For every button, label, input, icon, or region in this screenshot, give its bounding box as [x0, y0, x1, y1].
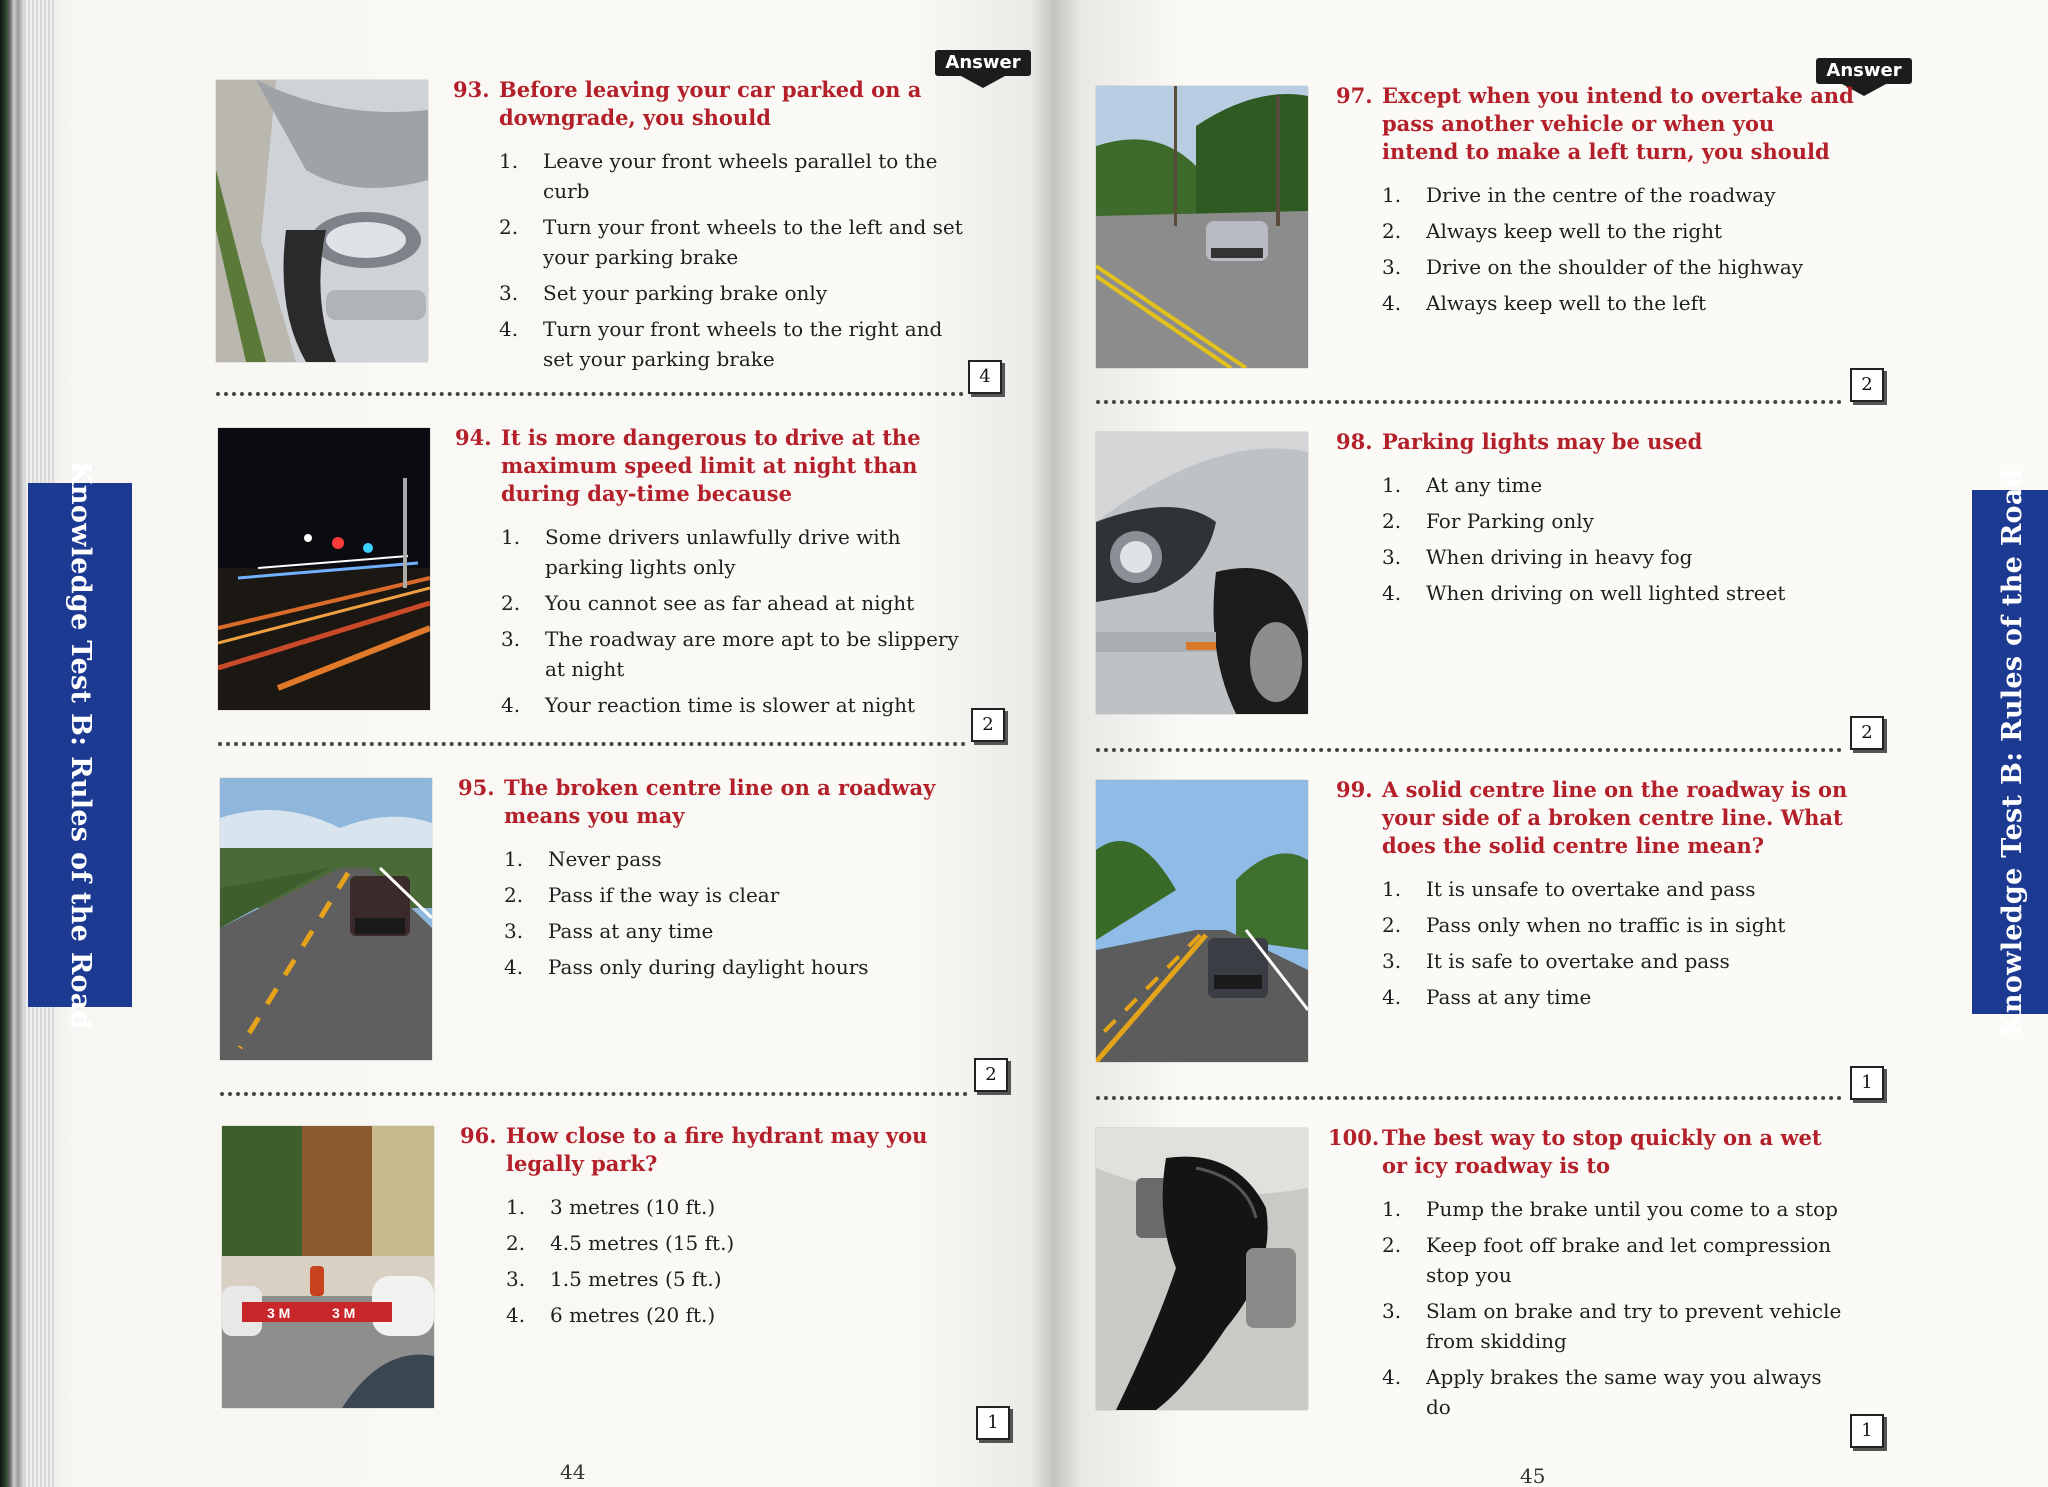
answer-box-96: 1: [976, 1406, 1010, 1440]
spine-tab-label: Knowledge Test B: Rules of the Road: [64, 460, 96, 1030]
option: [504, 952, 978, 982]
question-text: Before leaving your car parked on a downgrade, you should: [499, 77, 922, 130]
page-number-left: 44: [560, 1460, 586, 1484]
question-number: 100.: [1328, 1125, 1380, 1150]
option-number: 1.: [504, 847, 524, 871]
option-number: 2.: [1382, 509, 1402, 533]
answer-box-97: 2: [1850, 368, 1884, 402]
dotted-divider: [1096, 1096, 1842, 1100]
option-text: 1.5 metres (5 ft.): [550, 1267, 722, 1291]
option-text: Slam on brake and try to prevent vehicle from skidding: [1426, 1299, 1842, 1353]
option-text: Set your parking brake only: [543, 281, 828, 305]
option: [501, 690, 975, 720]
question-95: [458, 774, 978, 988]
answer-box-98: 2: [1850, 716, 1884, 750]
option-text: Pass at any time: [548, 919, 714, 943]
option: [499, 314, 973, 374]
option: [506, 1192, 980, 1222]
photo-highway-car: [1096, 86, 1308, 368]
option: [499, 146, 973, 206]
option: [504, 916, 978, 946]
option: [1382, 470, 1856, 500]
question-97: [1336, 82, 1856, 324]
option-text: Pass at any time: [1426, 985, 1592, 1009]
option-text: Some drivers unlawfully drive with parking lights only: [545, 525, 901, 579]
question-number: 97.: [1336, 83, 1373, 108]
option: [504, 880, 978, 910]
question-number: 95.: [458, 775, 495, 800]
option-text: 3 metres (10 ft.): [550, 1195, 716, 1219]
option-number: 3.: [1382, 1299, 1402, 1323]
question-text: Except when you intend to overtake and pass another vehicle or when you intend to make a left turn, you should: [1382, 83, 1854, 164]
option: [1382, 1194, 1848, 1224]
option-number: 1.: [1382, 1197, 1402, 1221]
option-number: 2.: [506, 1231, 526, 1255]
option: [1382, 180, 1856, 210]
option-text: Your reaction time is slower at night: [545, 693, 916, 717]
question-text: How close to a fire hydrant may you legally park?: [506, 1123, 928, 1176]
question-number: 98.: [1336, 429, 1373, 454]
option-number: 2.: [504, 883, 524, 907]
photo-road-solid-line: [1096, 780, 1308, 1062]
question-number: 99.: [1336, 777, 1373, 802]
option-number: 1.: [501, 525, 521, 549]
answer-label: Answer: [1816, 58, 1912, 84]
dotted-divider: [216, 392, 964, 396]
answer-box-94: 2: [971, 708, 1005, 742]
option-text: Pass only during daylight hours: [548, 955, 869, 979]
dotted-divider: [220, 1092, 968, 1096]
option-text: For Parking only: [1426, 509, 1594, 533]
question-text: It is more dangerous to drive at the maximum speed limit at night than during day-time because: [501, 425, 921, 506]
option-number: 4.: [1382, 581, 1402, 605]
option-text: 6 metres (20 ft.): [550, 1303, 716, 1327]
option: [1382, 506, 1856, 536]
option: [1382, 288, 1856, 318]
option: [1382, 216, 1856, 246]
photo-label-right: 3 M: [332, 1305, 356, 1321]
question-99: [1336, 776, 1856, 1018]
option: [506, 1264, 980, 1294]
option-number: 1.: [1382, 473, 1402, 497]
option-number: 1.: [499, 149, 519, 173]
option-number: 4.: [506, 1303, 526, 1327]
option: [1382, 1296, 1848, 1356]
option: [504, 844, 978, 874]
option-text: Always keep well to the right: [1426, 219, 1723, 243]
option: [501, 624, 975, 684]
option-text: Pump the brake until you come to a stop: [1426, 1197, 1838, 1221]
option-text: The roadway are more apt to be slippery at night: [545, 627, 959, 681]
option: [501, 522, 975, 582]
question-text: Parking lights may be used: [1382, 429, 1703, 454]
photo-label-left: 3 M: [267, 1305, 291, 1321]
question-100: [1328, 1124, 1848, 1428]
answer-box-93: 4: [968, 360, 1002, 394]
spine-tab-label: Knowledge Test B: Rules of the Road: [1996, 467, 2028, 1037]
answer-box-95: 2: [974, 1058, 1008, 1092]
dotted-divider: [1096, 748, 1842, 752]
option-text: 4.5 metres (15 ft.): [550, 1231, 735, 1255]
option-text: When driving on well lighted street: [1426, 581, 1786, 605]
question-number: 96.: [460, 1123, 497, 1148]
photo-night-traffic: [218, 428, 430, 710]
option-text: Keep foot off brake and let compression stop you: [1426, 1233, 1832, 1287]
option: [1382, 578, 1856, 608]
option: [1382, 874, 1856, 904]
option-number: 3.: [1382, 949, 1402, 973]
question-text: The broken centre line on a roadway means you may: [504, 775, 936, 828]
spine-tab-right: [1972, 467, 2048, 1037]
option-text: Drive on the shoulder of the highway: [1426, 255, 1804, 279]
option-number: 3.: [499, 281, 519, 305]
page-number-right: 45: [1520, 1464, 1546, 1487]
answer-box-99: 1: [1850, 1066, 1884, 1100]
option: [1382, 910, 1856, 940]
option-text: Apply brakes the same way you always do: [1426, 1365, 1822, 1419]
option-text: Turn your front wheels to the right and set your parking brake: [543, 317, 943, 371]
photo-road-broken-line: [220, 778, 432, 1060]
dotted-divider: [1096, 400, 1842, 404]
option-text: When driving in heavy fog: [1426, 545, 1693, 569]
question-96: [460, 1122, 980, 1336]
option-text: Always keep well to the left: [1426, 291, 1707, 315]
option: [1382, 252, 1856, 282]
option-text: Never pass: [548, 847, 662, 871]
option-number: 2.: [1382, 1233, 1402, 1257]
option: [499, 212, 973, 272]
option: [1382, 982, 1856, 1012]
option: [506, 1228, 980, 1258]
option-number: 2.: [499, 215, 519, 239]
question-text: A solid centre line on the roadway is on your side of a broken centre line. What does the solid centre line mean?: [1382, 777, 1848, 858]
option-text: It is unsafe to overtake and pass: [1426, 877, 1756, 901]
option-number: 4.: [1382, 291, 1402, 315]
option-number: 4.: [499, 317, 519, 341]
option-number: 1.: [1382, 183, 1402, 207]
option-text: Pass if the way is clear: [548, 883, 780, 907]
photo-fire-hydrant: [222, 1126, 434, 1408]
option-number: 2.: [501, 591, 521, 615]
question-number: 94.: [455, 425, 492, 450]
option-number: 2.: [1382, 219, 1402, 243]
photo-brake-pedal: [1096, 1128, 1308, 1410]
photo-parked-car: [216, 80, 428, 362]
photo-car-headlight: [1096, 432, 1308, 714]
option-number: 3.: [1382, 255, 1402, 279]
option-number: 1.: [1382, 877, 1402, 901]
question-number: 93.: [453, 77, 490, 102]
question-94: [455, 424, 975, 726]
right-page: [1052, 0, 2048, 1487]
option-number: 4.: [1382, 985, 1402, 1009]
spine-tab-left: [28, 460, 132, 1030]
option-number: 3.: [504, 919, 524, 943]
option-text: It is safe to overtake and pass: [1426, 949, 1730, 973]
option-text: Pass only when no traffic is in sight: [1426, 913, 1786, 937]
option-text: You cannot see as far ahead at night: [545, 591, 915, 615]
option-number: 4.: [1382, 1365, 1402, 1389]
option: [1382, 1230, 1848, 1290]
question-93: [453, 76, 973, 380]
option-number: 3.: [506, 1267, 526, 1291]
question-98: [1336, 428, 1856, 614]
dotted-divider: [218, 742, 966, 746]
option-number: 3.: [501, 627, 521, 651]
option-text: Drive in the centre of the roadway: [1426, 183, 1776, 207]
option-number: 1.: [506, 1195, 526, 1219]
option-text: Turn your front wheels to the left and set your parking brake: [543, 215, 963, 269]
answer-label: Answer: [935, 50, 1031, 76]
option-number: 3.: [1382, 545, 1402, 569]
option: [1382, 946, 1856, 976]
option: [1382, 1362, 1848, 1422]
page-edge: [0, 0, 24, 1487]
option-text: At any time: [1426, 473, 1543, 497]
option-text: Leave your front wheels parallel to the curb: [543, 149, 938, 203]
option-number: 4.: [501, 693, 521, 717]
option: [1382, 542, 1856, 572]
option: [506, 1300, 980, 1330]
question-text: The best way to stop quickly on a wet or icy roadway is to: [1382, 1125, 1822, 1178]
option: [501, 588, 975, 618]
option-number: 2.: [1382, 913, 1402, 937]
answer-box-100: 1: [1850, 1414, 1884, 1448]
option-number: 4.: [504, 955, 524, 979]
option: [499, 278, 973, 308]
